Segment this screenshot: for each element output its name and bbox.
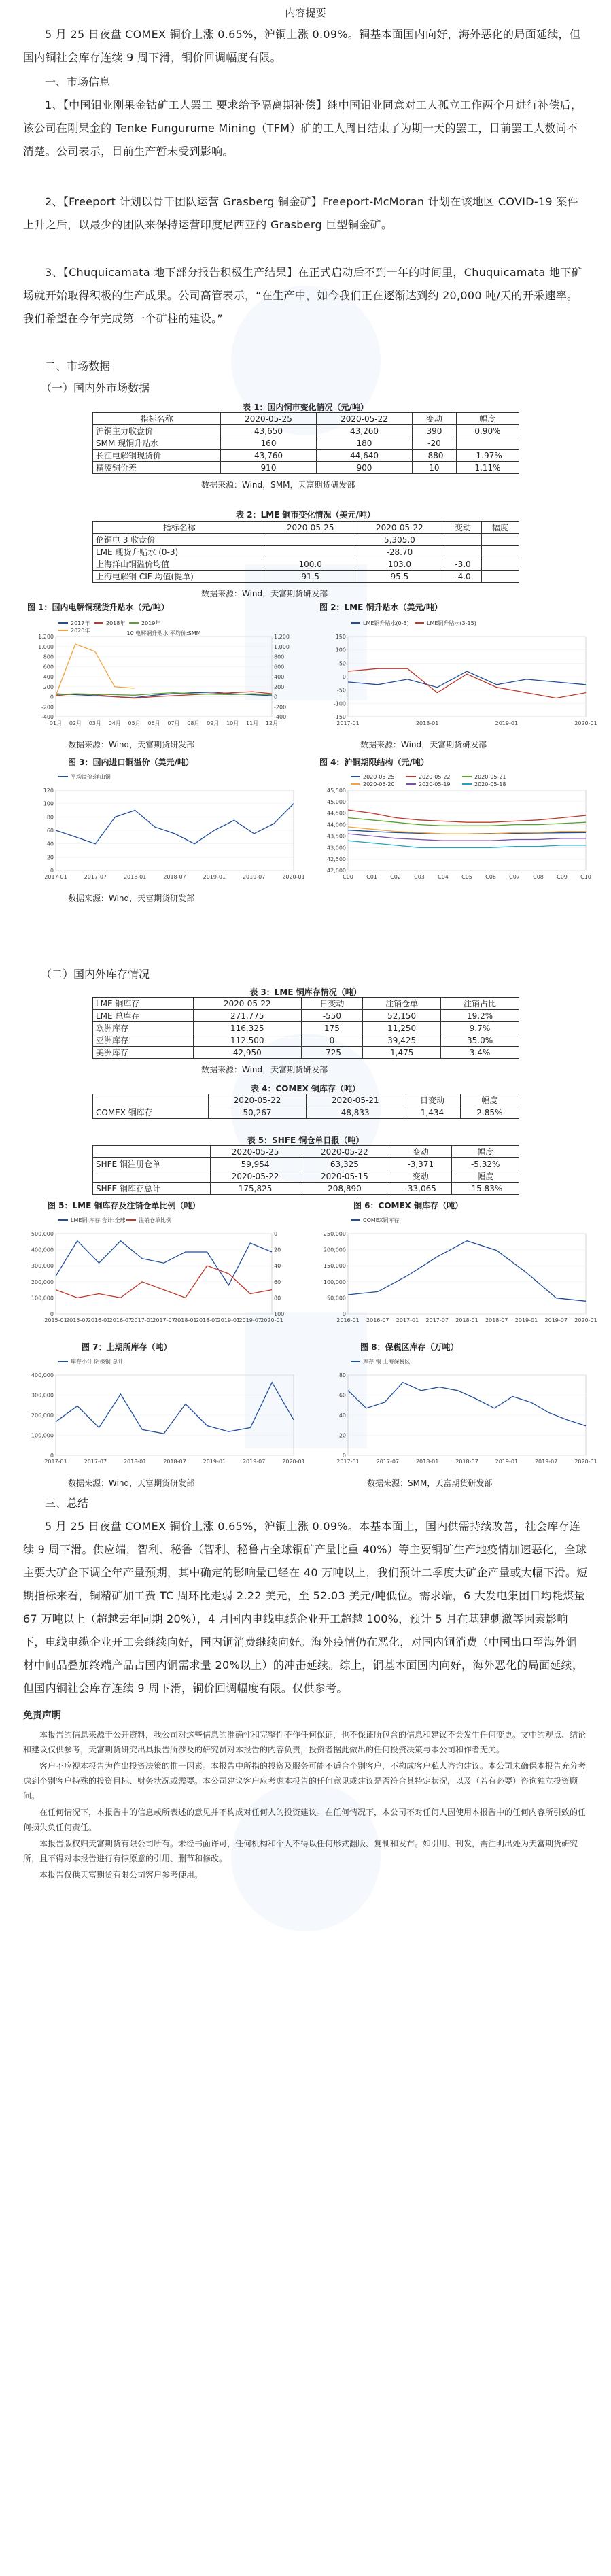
legend-label: COMEX铜库存 [363, 1217, 400, 1223]
section2-sub1: （一）国内外市场数据 [41, 382, 150, 394]
chart4 [315, 770, 594, 891]
y-tick-label: 100,000 [31, 1432, 54, 1439]
y-tick-label: -50 [336, 687, 346, 694]
table3-source: 数据来源：Wind，天富期货研发部 [201, 1065, 328, 1074]
x-tick-label: 2019-01 [203, 1459, 226, 1465]
chart1-caption: 图 1：国内电解铜现货升贴水（元/吨） [27, 603, 169, 612]
x-tick-label: 06月 [147, 720, 160, 726]
x-tick-label: C04 [438, 874, 449, 880]
table-row: 上海电解铜 CIF 均值(提单) 91.5 95.5 -4.0 [93, 571, 519, 583]
legend-label: 2020-05-20 [363, 781, 395, 787]
chart4-caption: 图 4：沪铜期限结构（元/吨） [319, 758, 429, 767]
x-tick-label: 2017-07 [84, 874, 107, 880]
chart-inner-title: 10 电解铜升贴水:平均价:SMM [126, 630, 201, 637]
chart7-caption: 图 7：上期所库存（吨） [82, 1342, 172, 1352]
legend-label: LME铜:库存:合计:全球 [71, 1217, 126, 1223]
y-tick-label: 50 [338, 660, 346, 667]
x-tick-label: 2019-07 [242, 874, 266, 880]
x-tick-label: 2016-07 [366, 1317, 389, 1323]
x-tick-label: 2017-01 [336, 720, 360, 726]
x-tick-label: 2017-01 [130, 1317, 154, 1323]
y-tick-label: 20 [338, 1432, 346, 1439]
y-tick-label: 200,000 [31, 1412, 54, 1419]
table2-source: 数据来源：Wind，天富期货研发部 [201, 589, 328, 598]
x-tick-label: C05 [461, 874, 472, 880]
x-tick-label: 2015-01 [44, 1317, 67, 1323]
series-line [348, 1241, 586, 1302]
table-header: LME 铜库存 2020-05-22 日变动 注销仓单 注销占比 [93, 998, 519, 1010]
x-tick-label: 2019-01 [495, 720, 519, 726]
table5-caption: 表 5：SHFE 铜仓单日报（吨） [247, 1136, 364, 1145]
y2-tick-label: 1,200 [274, 634, 290, 640]
table-header: 2020-05-22 2020-05-21 日变动 幅度 [93, 1094, 519, 1106]
table-header: 2020-05-22 2020-05-15 变动 幅度 [93, 1170, 519, 1183]
y-tick-label: 150,000 [323, 1263, 346, 1270]
x-tick-label: 2017-07 [425, 1317, 449, 1323]
legend-label: 2020-05-21 [474, 774, 506, 780]
x-tick-label: 01月 [49, 720, 63, 726]
y2-tick-label: 600 [274, 664, 285, 671]
x-tick-label: 2020-01 [282, 1459, 305, 1465]
chart2 [315, 616, 597, 737]
x-tick-label: 11月 [245, 720, 259, 726]
y-tick-label: 50,000 [327, 1295, 346, 1302]
x-tick-label: 04月 [108, 720, 121, 726]
y-tick-label: 80 [338, 1372, 346, 1378]
x-tick-label: 08月 [187, 720, 200, 726]
y-tick-label: 0 [50, 1453, 54, 1459]
table3-caption: 表 3：LME 铜库存情况（吨） [249, 987, 362, 997]
y2-tick-label: 800 [274, 654, 285, 660]
x-tick-label: 07月 [167, 720, 180, 726]
x-tick-label: 2017-01 [396, 1317, 419, 1323]
x-tick-label: 2019-01 [217, 1317, 241, 1323]
legend-label: 2017年 [71, 620, 90, 626]
chart6 [315, 1213, 597, 1334]
series-line [348, 1383, 586, 1426]
y2-tick-label: -200 [274, 704, 287, 711]
x-tick-label: 02月 [69, 720, 82, 726]
y-tick-label: 43,000 [327, 845, 346, 851]
y-tick-label: 500,000 [31, 1231, 54, 1237]
legend-label: 2018年 [106, 620, 126, 626]
page-title: 内容提要 [285, 7, 326, 19]
news-item-1: 1、【中国钼业刚果金钴矿工人罢工 要求给予隔离期补偿】继中国钼业同意对工人孤立工作两个月进行补偿后，该公司在刚果金的 Tenke Fungurume Mining（TFM）矿的工人周日结束了为期一天的罢工，目前罢工人数尚不清楚。公司表示，目前生产暂未受到影响。 [23, 99, 582, 158]
y2-tick-label: 40 [274, 1263, 281, 1270]
x-tick-label: 2016-07 [109, 1317, 133, 1323]
table2-caption: 表 2：LME 铜市变化情况（美元/吨） [236, 510, 375, 520]
x-tick-label: 2016-01 [336, 1317, 360, 1323]
disclaimer-paragraph: 本报告仅供天富期货有限公司客户参考使用。 [39, 1870, 203, 1880]
y-tick-label: 20 [46, 854, 54, 861]
table-header: 指标名称 2020-05-25 2020-05-22 变动 幅度 [93, 413, 519, 425]
table4-caption: 表 4：COMEX 铜库存（吨） [250, 1084, 361, 1094]
y-tick-label: 40 [338, 1412, 346, 1419]
disclaimer-title: 免责声明 [23, 1710, 61, 1721]
y-tick-label: 300,000 [31, 1392, 54, 1399]
y-tick-label: 1,200 [38, 634, 54, 640]
chart7 [23, 1355, 305, 1476]
section2-heading: 二、市场数据 [45, 360, 111, 373]
y2-tick-label: 0 [274, 694, 278, 700]
chart1 [23, 616, 302, 737]
table-row: LME 总库存 271,775 -550 52,150 19.2% [93, 1010, 519, 1022]
x-tick-label: 2019-01 [514, 1317, 538, 1323]
x-tick-label: 2018-07 [455, 1459, 478, 1465]
series-line [56, 804, 294, 844]
disclaimer-paragraph: 客户不应视本报告为作出投资决策的惟一因素。本报告中所指的投资及服务可能不适合个别客户，不构成客户私人咨询建议。本公司未确保本报告充分考虑到个别客户特殊的投资目标、财务状况或需要。本公司建议客户应考虑本报告的任何意见或建议是否符合其特定状况，以及（若有必要）咨询独立投资顾问。 [23, 1761, 587, 1801]
chart8-caption: 图 8：保税区库存（万吨） [360, 1342, 459, 1352]
series-line [56, 1383, 294, 1434]
x-tick-label: 2017-07 [84, 1459, 107, 1465]
x-tick-label: 2020-01 [574, 720, 597, 726]
y2-tick-label: 1,000 [274, 643, 290, 650]
x-tick-label: 2017-01 [44, 1459, 67, 1465]
table-row: SMM 现铜升贴水 160 180 -20 [93, 437, 519, 450]
x-tick-label: 2017-01 [336, 1459, 360, 1465]
disclaimer-paragraph: 在任何情况下，本报告中的信息或所表述的意见并不构成对任何人的投资建议。在任何情况下，本公司不对任何人因使用本报告中的任何内容所引致的任何损失负任何责任。 [23, 1808, 587, 1832]
chart6-caption: 图 6：COMEX 铜库存（吨） [353, 1201, 464, 1210]
y-tick-label: 43,500 [327, 833, 346, 840]
y-tick-label: 0 [342, 674, 346, 680]
x-tick-label: 2018-01 [174, 1317, 197, 1323]
legend-label: 2020-05-22 [419, 774, 451, 780]
y-tick-label: 100 [335, 647, 346, 654]
x-tick-label: 2018-01 [415, 720, 439, 726]
y2-tick-label: 400 [274, 674, 285, 680]
y-tick-label: 80 [46, 814, 54, 821]
y-tick-label: -100 [333, 700, 346, 707]
x-tick-label: 05月 [128, 720, 141, 726]
y-tick-label: 45,000 [327, 798, 346, 805]
table-row: 长江电解铜现货价 43,760 44,640 -880 -1.97% [93, 450, 519, 462]
chart5 [23, 1213, 302, 1334]
x-tick-label: 2017-07 [152, 1317, 175, 1323]
x-tick-label: 12月 [265, 720, 279, 726]
x-tick-label: 2019-01 [203, 874, 226, 880]
legend-label: 库存小计:阴极铜:总计 [71, 1359, 124, 1365]
table1-caption: 表 1：国内铜市变化情况（元/吨） [243, 403, 368, 412]
section3-heading: 三、总结 [45, 1497, 89, 1510]
x-tick-label: 2019-07 [534, 1459, 558, 1465]
section1-heading: 一、市场信息 [45, 75, 111, 88]
y-tick-label: 200,000 [323, 1247, 346, 1253]
table4 [92, 1094, 519, 1119]
x-tick-label: C09 [557, 874, 568, 880]
y-tick-label: 1,000 [38, 643, 54, 650]
x-tick-label: C00 [343, 874, 353, 880]
legend-label: 2020-05-19 [419, 781, 451, 787]
chart7-source: 数据来源：Wind，天富期货研发部 [68, 1478, 195, 1488]
x-tick-label: C10 [580, 874, 591, 880]
y2-tick-label: 0 [274, 1231, 278, 1237]
legend-label: 2020年 [71, 628, 90, 634]
chart1-source: 数据来源：Wind，天富期货研发部 [68, 740, 195, 749]
y-tick-label: 0 [342, 1311, 346, 1317]
y2-tick-label: 60 [274, 1278, 281, 1285]
table-row: 上海洋山铜溢价均值 100.0 103.0 -3.0 [93, 558, 519, 571]
y-tick-label: 800 [43, 654, 54, 660]
y-tick-label: 0 [50, 694, 54, 700]
y-tick-label: 150 [335, 634, 346, 640]
x-tick-label: 2018-07 [163, 874, 186, 880]
x-tick-label: C02 [390, 874, 401, 880]
x-tick-label: 2020-01 [574, 1459, 597, 1465]
y-tick-label: 400,000 [31, 1247, 54, 1253]
legend-label: 2020-05-18 [474, 781, 506, 787]
chart2-source: 数据来源：Wind，天富期货研发部 [360, 740, 487, 749]
section2-sub2: （二）国内外库存情况 [41, 968, 150, 981]
y-tick-label: 250,000 [323, 1231, 346, 1237]
table-row: 沪铜主力收盘价 43,650 43,260 390 0.90% [93, 425, 519, 437]
table-row: 伦铜电 3 收盘价 5,305.0 [93, 534, 519, 546]
table-header: 2020-05-25 2020-05-22 变动 幅度 [93, 1146, 519, 1158]
x-tick-label: 2018-07 [195, 1317, 219, 1323]
chart8-source: 数据来源：SMM，天富期货研发部 [367, 1478, 493, 1488]
x-tick-label: 2018-01 [415, 1459, 439, 1465]
y-tick-label: 400,000 [31, 1372, 54, 1378]
x-tick-label: C06 [485, 874, 496, 880]
y-tick-label: 60 [46, 828, 54, 834]
x-tick-label: 2019-07 [544, 1317, 568, 1323]
y-tick-label: 300,000 [31, 1263, 54, 1270]
x-tick-label: 2018-01 [455, 1317, 478, 1323]
legend-label: 注销仓单比例 [139, 1217, 171, 1223]
y-tick-label: -150 [333, 714, 346, 720]
chart5-caption: 图 5：LME 铜库存及注销仓单比例（吨） [48, 1201, 200, 1210]
table5 [92, 1145, 519, 1195]
y-tick-label: 0 [342, 1453, 346, 1459]
legend-label: 平均溢价:洋山铜 [71, 774, 111, 780]
legend-label: 库存:铜:上海保税区 [363, 1359, 411, 1365]
series-line [348, 841, 586, 847]
y-tick-label: 400 [43, 674, 54, 680]
table1 [92, 412, 519, 474]
summary-text: 5 月 25 日夜盘 COMEX 铜价上涨 0.65%，沪铜上涨 0.09%。铜基本面国内向好，海外恶化的局面延续，但国内铜社会库存连续 9 周下滑，铜价回调幅度有限。 [23, 28, 581, 64]
y2-tick-label: -400 [274, 714, 287, 720]
table3 [92, 997, 519, 1059]
x-tick-label: 2020-01 [574, 1317, 597, 1323]
y-tick-label: -200 [41, 704, 54, 711]
table1-source: 数据来源：Wind，SMM，天富期货研发部 [201, 480, 355, 490]
x-tick-label: 09月 [207, 720, 220, 726]
y2-tick-label: 200 [274, 683, 285, 690]
x-tick-label: 2018-01 [123, 874, 147, 880]
y-tick-label: 100,000 [323, 1278, 346, 1285]
y-tick-label: 120 [43, 787, 54, 794]
legend-label: 2019年 [141, 620, 161, 626]
plot-frame [56, 1234, 272, 1314]
y-tick-label: 600 [43, 664, 54, 671]
x-tick-label: 2020-01 [260, 1317, 283, 1323]
x-tick-label: 2019-07 [239, 1317, 262, 1323]
x-tick-label: 10月 [226, 720, 239, 726]
news-item-3: 3、【Chuquicamata 地下部分报告积极生产结果】在正式启动后不到一年的时间里，Chuquicamata 地下矿场就开始取得积极的生产成果。公司高管表示，“在生产中，如今我们正在逐渐达到约 20,000 吨/天的开采速率。我们希望在今年完成第一个矿柱的建设。” [23, 266, 582, 325]
y-tick-label: 100 [43, 800, 54, 807]
table-row: LME 现货升贴水 (0-3) -28.70 [93, 546, 519, 558]
y-tick-label: 200 [43, 683, 54, 690]
summary-conclusion: 5 月 25 日夜盘 COMEX 铜价上涨 0.65%，沪铜上涨 0.09%。本基本面上，国内供需持续改善，社会库存连续 9 周下滑。供应端，智利、秘鲁（智利、秘鲁占全球铜矿产量比重 40%）等主要铜矿生产地疫情加速恶化，全球主要大矿企下调全年产量预期，其中确定的影响量已经在 40 万吨以上，我们预计二季度大矿企产量或大幅下滑。短期指标来看，铜精矿加工费 TC 周环比走弱 2.22 美元，至 52.03 美元/吨低位。需求端，6 大发电集团日均耗煤量 67 万吨以上（超越去年同期 20%），4 月国内电线电缆企业开工超越 100%，预计 5 月在基建刺激等因素影响下，电线电缆企业开工会继续向好，国内铜消费继续向好。海外疫情仍在恶化，对国内铜消费（中国出口至海外铜材中间品叠加终端产品占国内铜需求量 20%以上）的冲击延续。综上，铜基本面国内向好，海外恶化的局面延续，但国内铜社会库存连续 9 周下滑，铜价回调幅度有限。仅供参考。 [23, 1520, 588, 1695]
table-row: SHFE 铜注册仓单 59,954 63,325 -3,371 -5.32% [93, 1158, 519, 1170]
y-tick-label: 44,000 [327, 821, 346, 828]
x-tick-label: 2018-07 [163, 1459, 186, 1465]
news-item-2: 2、【Freeport 计划以骨干团队运营 Grasberg 铜金矿】Freeport-McMoran 计划在该地区 COVID-19 案件上升之后，以最少的团队来保持运营印度尼西亚的 Grasberg 巨型铜金矿。 [23, 195, 578, 231]
y2-tick-label: 20 [274, 1247, 281, 1253]
table2 [92, 521, 519, 583]
series-line [56, 1241, 272, 1285]
table-row: SHFE 铜库存总计 175,825 208,890 -33,065 -15.83% [93, 1183, 519, 1195]
x-tick-label: 03月 [88, 720, 101, 726]
y-tick-label: 40 [46, 841, 54, 847]
y-tick-label: 200,000 [31, 1278, 54, 1285]
y-tick-label: 42,500 [327, 856, 346, 863]
plot-frame [348, 1234, 586, 1314]
x-tick-label: 2018-07 [485, 1317, 508, 1323]
y-tick-label: 100,000 [31, 1295, 54, 1302]
table-row: 精废铜价差 910 900 10 1.11% [93, 462, 519, 474]
table-row: 美洲库存 42,950 -725 1,475 3.4% [93, 1047, 519, 1059]
x-tick-label: 2015-07 [66, 1317, 89, 1323]
y2-tick-label: 80 [274, 1295, 281, 1302]
disclaimer-paragraph: 本报告版权归天富期货有限公司所有。未经书面许可，任何机构和个人不得以任何形式翻版、复制和发布。如引用、刊发，需注明出处为天富期货研究所，且不得对本报告进行有悖原意的引用、删节和修改。 [23, 1839, 578, 1863]
x-tick-label: 2019-07 [242, 1459, 266, 1465]
chart3 [23, 770, 305, 891]
y-tick-label: 44,500 [327, 810, 346, 817]
y-tick-label: 45,500 [327, 787, 346, 794]
x-tick-label: 2020-01 [282, 874, 305, 880]
x-tick-label: 2019-01 [495, 1459, 519, 1465]
y-tick-label: -400 [41, 714, 54, 720]
x-tick-label: C08 [533, 874, 544, 880]
y-tick-label: 60 [338, 1392, 346, 1399]
table-row: COMEX 铜库存 50,267 48,833 1,434 2.85% [93, 1106, 519, 1119]
chart2-caption: 图 2：LME 铜升贴水（美元/吨） [319, 603, 442, 612]
chart3-source: 数据来源：Wind，天富期货研发部 [68, 894, 195, 903]
y-tick-label: 0 [50, 1311, 54, 1317]
x-tick-label: C01 [366, 874, 377, 880]
x-tick-label: 2017-07 [376, 1459, 400, 1465]
table-header: 指标名称 2020-05-25 2020-05-22 变动 幅度 [93, 522, 519, 534]
x-tick-label: C07 [509, 874, 520, 880]
x-tick-label: C03 [414, 874, 425, 880]
x-tick-label: 2018-01 [123, 1459, 147, 1465]
table-row: 亚洲库存 112,500 0 39,425 35.0% [93, 1034, 519, 1047]
legend-label: 2020-05-25 [363, 774, 395, 780]
y-tick-label: 42,000 [327, 868, 346, 874]
y2-tick-label: 100 [274, 1311, 285, 1317]
x-tick-label: 2017-01 [44, 874, 67, 880]
table-row: 欧洲库存 116,325 175 11,250 9.7% [93, 1022, 519, 1034]
series-line [348, 834, 586, 841]
disclaimer-paragraph: 本报告的信息来源于公开资料，我公司对这些信息的准确性和完整性不作任何保证，也不保证所包含的信息和建议不会发生任何变更。文中的观点、结论和建议仅供参考，天富期货研究出具报告所涉及的研究员对本报告的内容负责，投资者据此做出的任何投资决策与本公司和作者无关。 [23, 1730, 587, 1755]
x-tick-label: 2016-01 [87, 1317, 111, 1323]
series-line [56, 644, 135, 696]
series-line [348, 810, 586, 822]
chart8 [315, 1355, 597, 1476]
legend-label: LME铜升贴水(0-3) [363, 620, 409, 626]
y-tick-label: 0 [50, 868, 54, 874]
chart3-caption: 图 3：国内进口铜溢价（美元/吨） [68, 758, 194, 767]
legend-label: LME铜升贴水(3-15) [427, 620, 476, 626]
